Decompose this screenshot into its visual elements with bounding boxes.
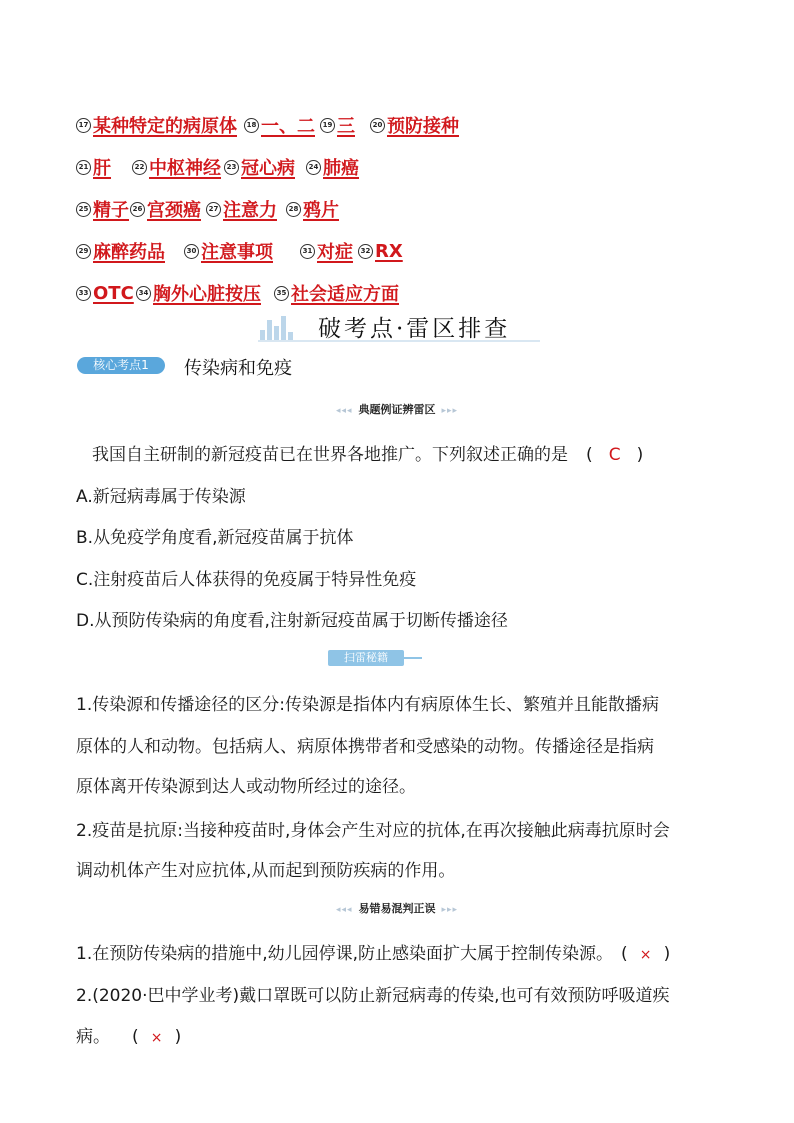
- judge-item-2-line1: 2.(2020·巴中学业考)戴口罩既可以防止新冠病毒的传染,也可有效预防呼吸道疾: [76, 986, 670, 1006]
- judge-item-1: [76, 939, 670, 964]
- answer-text: 注意事项: [201, 242, 273, 263]
- judge-item-text: 病。: [76, 1027, 110, 1047]
- answer-item: [244, 112, 320, 138]
- answer-item: [184, 238, 300, 264]
- answer-item: [300, 238, 358, 264]
- answer-text: 麻醉药品: [93, 242, 165, 263]
- right-arrows-icon: ▸▸▸: [441, 905, 459, 915]
- answer-row: [76, 230, 736, 272]
- answer-item: [76, 154, 132, 180]
- circled-number: 25: [76, 202, 91, 217]
- option-c: C.注射疫苗后人体获得的免疫属于特异性免疫: [76, 570, 417, 590]
- circled-number: 18: [244, 118, 259, 133]
- judge-heading-text: 易错易混判正误: [358, 902, 436, 915]
- answer-text: 注意力: [223, 200, 277, 221]
- answer-text: 鸦片: [303, 200, 339, 221]
- answer-row: [76, 188, 736, 230]
- section-title: 破考点·雷区排查: [318, 316, 511, 342]
- tip-line: 原体离开传染源到达人或动物所经过的途径。: [76, 777, 416, 797]
- circled-number: 35: [274, 286, 289, 301]
- key-point-title: 传染病和免疫: [184, 358, 292, 379]
- circled-number: 19: [320, 118, 335, 133]
- answer-row: [76, 104, 736, 146]
- wrong-mark: ×: [150, 1030, 163, 1046]
- answer-text: RX: [375, 240, 403, 262]
- answer-item: [206, 196, 286, 222]
- answer-text: 冠心病: [241, 158, 295, 179]
- option-d: D.从预防传染病的角度看,注射新冠疫苗属于切断传播途径: [76, 611, 508, 631]
- circled-number: 29: [76, 244, 91, 259]
- question-stem: [92, 440, 643, 465]
- judge-item-text: 1.在预防传染病的措施中,幼儿园停课,防止感染面扩大属于控制传染源。: [76, 944, 614, 964]
- answer-item: [76, 196, 130, 222]
- answer-text: 预防接种: [387, 116, 459, 137]
- answer-text: 社会适应方面: [291, 284, 399, 305]
- answer-bracket: ( × ): [621, 944, 671, 964]
- answer-item: [358, 241, 418, 262]
- answer-item: [132, 154, 224, 180]
- answer-bracket: ( × ): [132, 1027, 182, 1047]
- example-heading: [0, 401, 794, 417]
- circled-number: 30: [184, 244, 199, 259]
- answer-list: [76, 104, 736, 314]
- answer-text: 肝: [93, 158, 111, 179]
- section-banner: [258, 310, 540, 344]
- circled-number: 31: [300, 244, 315, 259]
- answer-item: [76, 283, 136, 304]
- wrong-mark: ×: [639, 947, 652, 963]
- answer-text: 宫颈癌: [147, 200, 201, 221]
- answer-text: 三: [337, 116, 355, 137]
- tip-line: 2.疫苗是抗原:当接种疫苗时,身体会产生对应的抗体,在再次接触此病毒抗原时会: [76, 821, 670, 841]
- answer-text: 中枢神经: [149, 158, 221, 179]
- answer-item: [130, 196, 206, 222]
- circled-number: 17: [76, 118, 91, 133]
- answer-item: [224, 154, 306, 180]
- answer-text: 肺癌: [323, 158, 359, 179]
- answer-text: 胸外心脏按压: [153, 284, 261, 305]
- tip-line: 原体的人和动物。包括病人、病原体携带者和受感染的动物。传播途径是指病: [76, 737, 654, 757]
- answer-item: [306, 154, 376, 180]
- key-point-badge: 核心考点1: [77, 357, 165, 374]
- right-arrows-icon: ▸▸▸: [441, 406, 459, 416]
- answer-item: [76, 112, 244, 138]
- tip-line: 调动机体产生对应抗体,从而起到预防疾病的作用。: [76, 861, 456, 881]
- circled-number: 24: [306, 160, 321, 175]
- circled-number: 20: [370, 118, 385, 133]
- question-answer: C: [608, 445, 621, 465]
- judge-item-2-line2: [76, 1022, 181, 1047]
- tips-badge: 扫雷秘籍: [328, 650, 404, 666]
- answer-row: [76, 146, 736, 188]
- answer-text: 某种特定的病原体: [93, 116, 237, 137]
- banner-decoration-icon: [260, 314, 300, 340]
- circled-number: 23: [224, 160, 239, 175]
- left-arrows-icon: ◂◂◂: [335, 406, 353, 416]
- circled-number: 28: [286, 202, 301, 217]
- answer-text: 对症: [317, 242, 353, 263]
- answer-text: OTC: [93, 282, 134, 304]
- answer-item: [320, 112, 370, 138]
- answer-bracket: ( C ): [586, 445, 644, 465]
- answer-item: [76, 238, 184, 264]
- answer-item: [286, 196, 356, 222]
- left-arrows-icon: ◂◂◂: [335, 905, 353, 915]
- answer-text: 一、二: [261, 116, 315, 137]
- answer-text: 精子: [93, 200, 129, 221]
- circled-number: 21: [76, 160, 91, 175]
- circled-number: 26: [130, 202, 145, 217]
- answer-item: [136, 280, 274, 306]
- answer-item: [274, 280, 414, 306]
- example-heading-text: 典题例证辨雷区: [358, 403, 436, 416]
- question-text: 我国自主研制的新冠疫苗已在世界各地推广。下列叙述正确的是: [92, 445, 568, 465]
- answer-item: [370, 112, 470, 138]
- circled-number: 22: [132, 160, 147, 175]
- circled-number: 27: [206, 202, 221, 217]
- option-b: B.从免疫学角度看,新冠疫苗属于抗体: [76, 528, 354, 548]
- circled-number: 34: [136, 286, 151, 301]
- circled-number: 32: [358, 244, 373, 259]
- option-a: A.新冠病毒属于传染源: [76, 487, 246, 507]
- judge-heading: [0, 900, 794, 916]
- answer-row: [76, 272, 736, 314]
- circled-number: 33: [76, 286, 91, 301]
- tip-line: 1.传染源和传播途径的区分:传染源是指体内有病原体生长、繁殖并且能散播病: [76, 695, 659, 715]
- tips-badge-tail: [404, 657, 422, 659]
